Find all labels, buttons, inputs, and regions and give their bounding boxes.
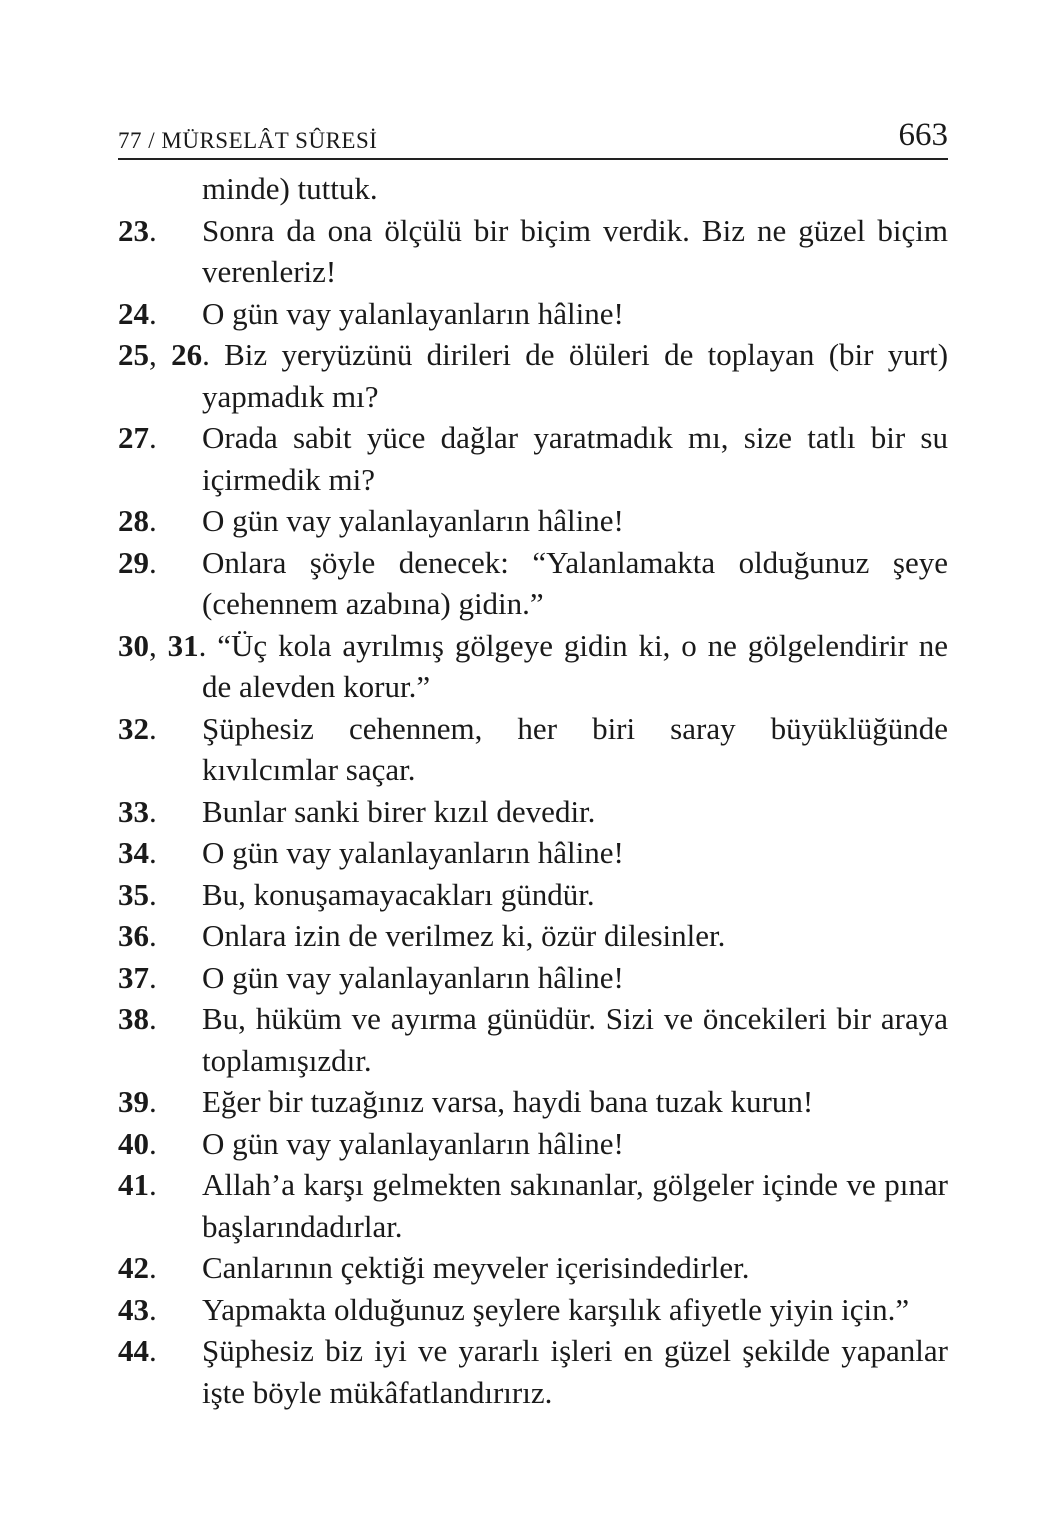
verse: [118, 500, 948, 542]
running-title: 77 / MÜRSELÂT SÛRESİ: [118, 128, 378, 153]
verse-text: O gün vay yalanlayanların hâline!: [202, 835, 624, 870]
verse-text: Şüphesiz cehennem, her biri saray büyüklüğünde kıvılcımlar saçar.: [202, 710, 948, 787]
verse-number: 25, 26.: [118, 337, 225, 372]
verse-text: Canlarının çektiği meyveler içerisindedirler.: [202, 1250, 750, 1285]
verse: [118, 874, 948, 916]
verse-number: 33.: [118, 793, 157, 829]
verse: [118, 998, 948, 1081]
verse-number: 30, 31.: [118, 627, 218, 663]
verse: [118, 1123, 948, 1165]
verse-number: 42.: [118, 1250, 157, 1285]
verse: [118, 708, 948, 791]
verse: [118, 293, 948, 335]
verse-number: 41.: [118, 1167, 157, 1202]
verse-text: O gün vay yalanlayanların hâline!: [202, 1125, 624, 1161]
verse: [118, 1164, 948, 1247]
verse-text: Allah’a karşı gelmekten sakınanlar, gölgeler içinde ve pınar başlarındadırlar.: [202, 1167, 948, 1244]
verse-number: 40.: [118, 1125, 157, 1161]
verse-number: 44.: [118, 1333, 157, 1368]
verse-number: 27.: [118, 420, 157, 455]
verse: [118, 915, 948, 957]
verse-number: 34.: [118, 835, 157, 870]
verse-number: 29.: [118, 544, 157, 580]
verse-text: O gün vay yalanlayanların hâline!: [202, 503, 624, 538]
verse-text: Yapmakta olduğunuz şeylere karşılık afiyetle yiyin için.”: [202, 1291, 910, 1327]
verse-text: Bunlar sanki birer kızıl devedir.: [202, 793, 596, 829]
verse: [118, 1289, 948, 1331]
verse-text: Eğer bir tuzağınız varsa, haydi bana tuzak kurun!: [202, 1084, 814, 1119]
verse-number: 23.: [118, 212, 157, 248]
verse-text: Sonra da ona ölçülü bir biçim verdik. Biz ne güzel biçim verenleriz!: [202, 212, 948, 289]
verse: [118, 957, 948, 999]
verse-number: 32.: [118, 710, 157, 746]
verse-list: [118, 168, 948, 1413]
verse-text: O gün vay yalanlayanların hâline!: [202, 295, 624, 331]
verse-text: Onlara şöyle denecek: “Yalanlamakta olduğunuz şeye (cehennem azabına) gidin.”: [202, 544, 948, 621]
verse: [118, 1247, 948, 1289]
verse-text: Orada sabit yüce dağlar yaratmadık mı, size tatlı bir su içirmedik mi?: [202, 420, 948, 497]
verse: [118, 542, 948, 625]
verse-text: Bu, hüküm ve ayırma günüdür. Sizi ve öncekileri bir araya toplamışızdır.: [202, 1001, 948, 1078]
verse: [118, 791, 948, 833]
verse-number: 43.: [118, 1291, 157, 1327]
verse-text: Şüphesiz biz iyi ve yararlı işleri en güzel şekilde yapanlar işte böyle mükâfatlandırırız.: [202, 1333, 948, 1410]
verse-number: 28.: [118, 503, 157, 538]
verse-continuation: minde) tuttuk.: [202, 171, 378, 206]
verse-text: Biz yeryüzünü dirileri de ölüleri de toplayan (bir yurt) yapmadık mı?: [202, 337, 949, 414]
verse: [118, 210, 948, 293]
verse-number: 24.: [118, 295, 157, 331]
verse-number: 37.: [118, 959, 157, 995]
page-number: 663: [898, 117, 948, 153]
verse: [118, 334, 948, 417]
verse: [118, 832, 948, 874]
page-header: [118, 108, 948, 160]
verse-number: 35.: [118, 876, 157, 912]
verse: [118, 1330, 948, 1413]
verse: [118, 625, 948, 708]
verse-text: O gün vay yalanlayanların hâline!: [202, 959, 624, 995]
verse-text: Bu, konuşamayacakları gündür.: [202, 876, 595, 912]
verse-container: [118, 210, 948, 1414]
verse-number: 39.: [118, 1084, 157, 1119]
verse: [118, 417, 948, 500]
verse-number: 38.: [118, 1001, 157, 1036]
verse: [118, 1081, 948, 1123]
verse-text: “Üç kola ayrılmış gölgeye gidin ki, o ne gölgelendirir ne de alevden korur.”: [202, 627, 949, 704]
verse-text: Onlara izin de verilmez ki, özür dilesinler.: [202, 918, 726, 953]
verse-number: 36.: [118, 918, 157, 953]
